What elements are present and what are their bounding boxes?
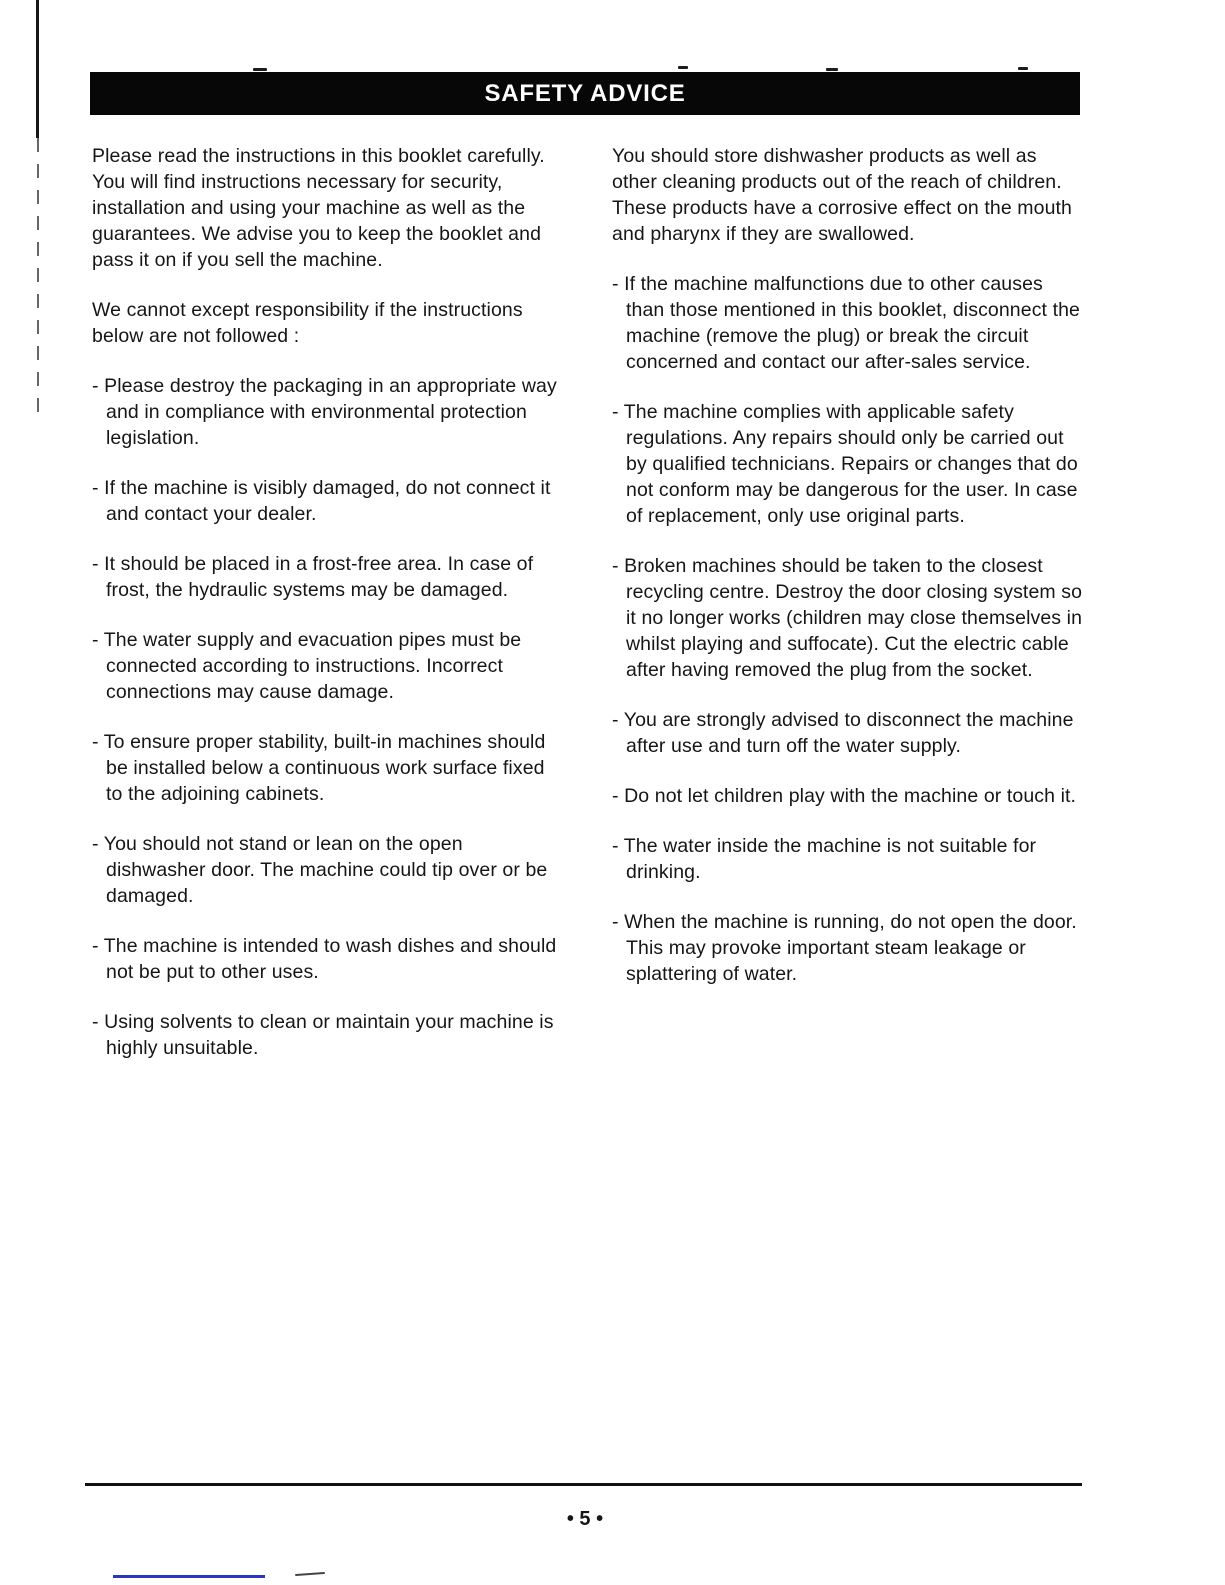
safety-bullet: - To ensure proper stability, built-in machines should be installed below a continuous work surface fixed to the adjoining cabinets. <box>92 731 546 805</box>
safety-bullet: - Using solvents to clean or maintain your machine is highly unsuitable. <box>92 1011 554 1059</box>
safety-bullet: - Do not let children play with the machine or touch it. <box>612 785 1077 807</box>
safety-bullet: - You should not stand or lean on the open dishwasher door. The machine could tip over or be damaged. <box>92 833 548 907</box>
safety-bullet: - If the machine is visibly damaged, do not connect it and contact your dealer. <box>92 477 551 525</box>
scan-blue-line <box>113 1575 265 1578</box>
scan-mark <box>1018 67 1028 70</box>
safety-bullet: - The water inside the machine is not suitable for drinking. <box>612 835 1037 883</box>
scan-mark <box>253 68 267 71</box>
safety-bullet: - When the machine is running, do not open the door. This may provoke important steam leakage or splattering of water. <box>612 911 1077 985</box>
scan-mark <box>678 66 688 69</box>
page-number: • 5 • <box>566 1508 604 1530</box>
right-column <box>612 143 1084 1085</box>
page-title: SAFETY ADVICE <box>484 79 686 107</box>
safety-bullet: - The machine complies with applicable safety regulations. Any repairs should only be carried out by qualified technicians. Repairs or changes that do not conform may be dangerous for the user. In case of replacement, only use original parts. <box>612 401 1078 527</box>
footer-rule <box>85 1483 1082 1486</box>
safety-bullet: - The machine is intended to wash dishes and should not be put to other uses. <box>92 935 557 983</box>
safety-bullet: - It should be placed in a frost-free area. In case of frost, the hydraulic systems may be damaged. <box>92 553 534 601</box>
safety-bullet: - The water supply and evacuation pipes must be connected according to instructions. Incorrect connections may cause damage. <box>92 629 522 703</box>
safety-bullet: - You are strongly advised to disconnect the machine after use and turn off the water supply. <box>612 709 1074 757</box>
safety-bullet: - Please destroy the packaging in an appropriate way and in compliance with environmental protection legislation. <box>92 375 557 449</box>
left-column <box>92 143 564 1085</box>
intro-paragraph: Please read the instructions in this booklet carefully. You will find instructions necessary for security, installation and using your machine as well as the guarantees. We advise you to keep the booklet and pass it on if you sell the machine. <box>92 145 545 271</box>
intro-paragraph: We cannot except responsibility if the instructions below are not followed : <box>92 299 523 347</box>
scan-pen-mark <box>295 1572 325 1576</box>
section-header-bar <box>90 72 1080 115</box>
intro-paragraph: You should store dishwasher products as well as other cleaning products out of the reach of children. These products have a corrosive effect on the mouth and pharynx if they are swallowed. <box>612 145 1072 245</box>
safety-bullet: - If the machine malfunctions due to other causes than those mentioned in this booklet, disconnect the machine (remove the plug) or break the circuit concerned and contact our after-sales service. <box>612 273 1080 373</box>
scan-edge-line-faint <box>37 138 39 413</box>
scan-mark <box>826 68 838 71</box>
scan-edge-line <box>36 0 39 138</box>
safety-bullet: - Broken machines should be taken to the closest recycling centre. Destroy the door closing system so it no longer works (children may close themselves in whilst playing and suffocate). Cut the electric cable after having removed the plug from the socket. <box>612 555 1083 681</box>
content-columns <box>92 143 1084 1085</box>
